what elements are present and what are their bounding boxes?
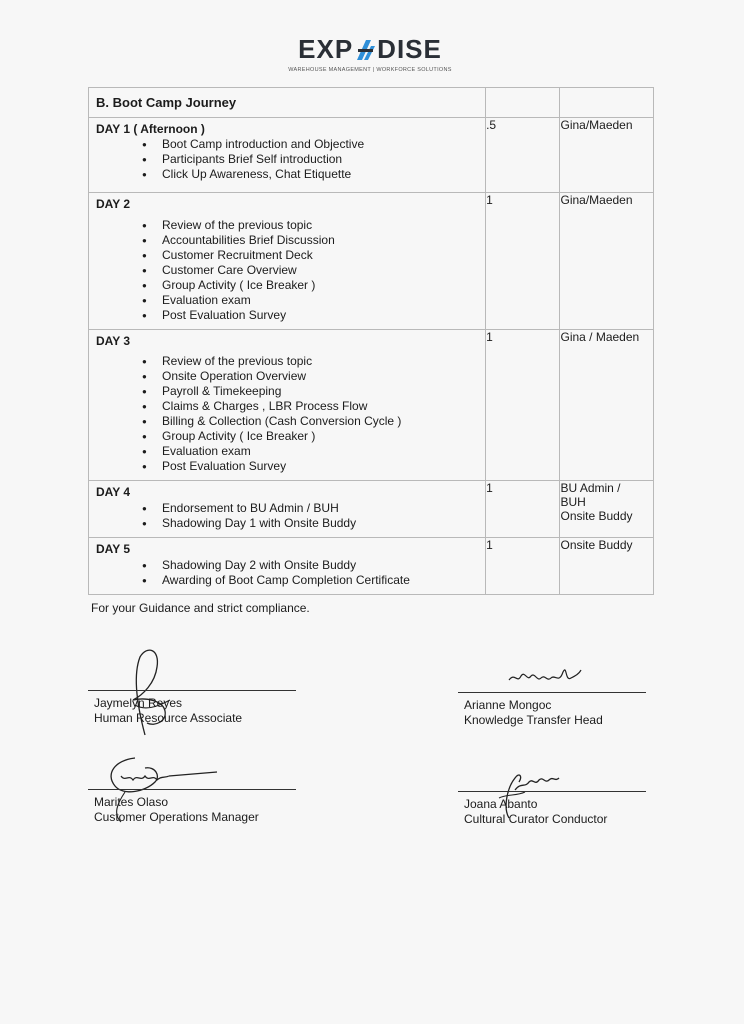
signatory-name: Joana Abanto — [464, 797, 538, 811]
day-cell — [89, 330, 486, 481]
table-row — [89, 193, 654, 330]
day-label: DAY 3 — [96, 334, 131, 348]
signatory-name: Marites Olaso — [94, 795, 169, 809]
trainer-line: Onsite Buddy — [560, 509, 633, 523]
header-cell-days — [486, 88, 560, 118]
topic-list — [89, 501, 485, 537]
signature-line — [458, 692, 646, 693]
list-item: ● Onsite Operation Overview — [162, 369, 485, 384]
day-count: 1 — [486, 330, 560, 481]
table-row — [89, 330, 654, 481]
day-label: DAY 4 — [96, 485, 131, 499]
list-item: ● Shadowing Day 1 with Onsite Buddy — [162, 516, 485, 531]
company-logo — [240, 34, 500, 73]
list-item: ● Group Activity ( Ice Breaker ) — [162, 429, 485, 444]
list-item: ● Billing & Collection (Cash Conversion Cycle ) — [162, 414, 485, 429]
list-item: ● Participants Brief Self introduction — [162, 152, 485, 167]
day-cell — [89, 118, 486, 193]
trainer-name: Gina / Maeden — [560, 330, 654, 481]
day-cell — [89, 193, 486, 330]
signature-block-mongoc — [458, 692, 646, 728]
boot-camp-table — [88, 87, 654, 595]
trainer-line: BUH — [560, 495, 586, 509]
signature-scribble-mongoc — [505, 660, 585, 690]
day-count: 1 — [486, 193, 560, 330]
signatory-title: Cultural Curator Conductor — [464, 812, 608, 826]
list-item: ● Review of the previous topic — [162, 354, 485, 369]
list-item: ● Evaluation exam — [162, 293, 485, 308]
logo-slash-icon — [354, 38, 376, 62]
list-item: ● Post Evaluation Survey — [162, 459, 485, 474]
trainer-name: Onsite Buddy — [560, 538, 654, 595]
trainer-name: Gina/Maeden — [560, 193, 654, 330]
logo-text-left: EXP — [298, 34, 354, 64]
list-item: ● Awarding of Boot Camp Completion Certificate — [162, 573, 485, 588]
list-item: ● Customer Care Overview — [162, 263, 485, 278]
signatory-name: Arianne Mongoc — [464, 698, 552, 712]
section-title: B. Boot Camp Journey — [89, 88, 486, 118]
day-label: DAY 2 — [96, 197, 131, 211]
topic-list — [89, 558, 485, 594]
guidance-note: For your Guidance and strict compliance. — [91, 601, 310, 615]
day-label: DAY 1 ( Afternoon ) — [96, 122, 205, 136]
signatory-title: Customer Operations Manager — [94, 810, 259, 824]
signature-block-olaso — [88, 789, 296, 825]
signature-line — [88, 789, 296, 790]
day-count: .5 — [486, 118, 560, 193]
table-row — [89, 538, 654, 595]
signatory-title: Human Resource Associate — [94, 711, 243, 725]
trainer-line: BU Admin / — [560, 481, 621, 495]
list-item: ● Endorsement to BU Admin / BUH — [162, 501, 485, 516]
signatory-name: Jaymelyn Reyes — [94, 696, 183, 710]
signature-block-abanto — [458, 791, 646, 827]
list-item: ● Payroll & Timekeeping — [162, 384, 485, 399]
trainer-name — [560, 481, 654, 538]
signatory-title: Knowledge Transfer Head — [464, 713, 603, 727]
list-item: ● Customer Recruitment Deck — [162, 248, 485, 263]
list-item: ● Click Up Awareness, Chat Etiquette — [162, 167, 485, 182]
signature-line — [458, 791, 646, 792]
signature-line — [88, 690, 296, 691]
list-item: ● Claims & Charges , LBR Process Flow — [162, 399, 485, 414]
topic-list — [89, 218, 485, 329]
list-item: ● Post Evaluation Survey — [162, 308, 485, 323]
logo-text-right: DISE — [377, 34, 442, 64]
logo-wordmark — [240, 34, 500, 65]
logo-tagline: WAREHOUSE MANAGEMENT | WORKFORCE SOLUTIONS — [288, 67, 452, 73]
day-count: 1 — [486, 538, 560, 595]
topic-list — [89, 137, 485, 188]
table-row — [89, 118, 654, 193]
trainer-name: Gina/Maeden — [560, 118, 654, 193]
table-row — [89, 481, 654, 538]
day-label: DAY 5 — [96, 542, 131, 556]
day-count: 1 — [486, 481, 560, 538]
list-item: ● Evaluation exam — [162, 444, 485, 459]
table-header-row — [89, 88, 654, 118]
list-item: ● Boot Camp introduction and Objective — [162, 137, 485, 152]
list-item: ● Shadowing Day 2 with Onsite Buddy — [162, 558, 485, 573]
topic-list — [89, 354, 485, 480]
day-cell — [89, 538, 486, 595]
list-item: ● Review of the previous topic — [162, 218, 485, 233]
day-cell — [89, 481, 486, 538]
list-item: ● Group Activity ( Ice Breaker ) — [162, 278, 485, 293]
list-item: ● Accountabilities Brief Discussion — [162, 233, 485, 248]
signature-block-reyes — [88, 690, 296, 726]
header-cell-trainer — [560, 88, 654, 118]
